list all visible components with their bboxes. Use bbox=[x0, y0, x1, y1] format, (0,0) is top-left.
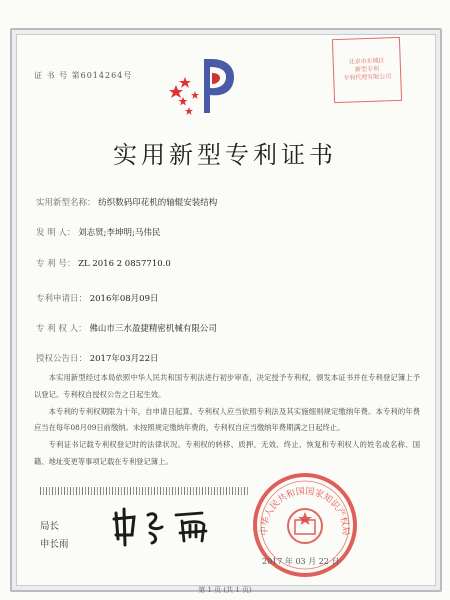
certificate-body-text bbox=[34, 370, 420, 471]
field-inventors: 发 明 人： 刘志贤;李坤明;马伟民 bbox=[36, 228, 161, 238]
paragraph-record: 专利证书记载专利权登记时的法律状况。专利权的转移、质押、无效、终止、恢复和专利权人的姓名或名称、国籍、地址变更等事项记载在专利登记簿上。 bbox=[34, 440, 420, 466]
field-patent-number: 专 利 号： ZL 2016 2 0857710.0 bbox=[36, 259, 171, 269]
issue-date: 2017 年 03 月 22 日 bbox=[262, 557, 340, 566]
field-grant-date: 授权公告日： 2017年03月22日 bbox=[36, 354, 159, 364]
paragraph-term: 本专利的专利权期限为十年，自申请日起算。专利权人应当依照专利法及其实施细则规定缴纳年费。本专利的年费应当在每年08月09日前缴纳。未按照规定缴纳年费的，专利权自应当缴纳年费期满之日起终止。 bbox=[34, 406, 420, 433]
page-number: 第 1 页 (共 1 页) bbox=[198, 586, 252, 594]
director-name-label: 申长雨 bbox=[40, 539, 69, 550]
field-utility-model-name: 实用新型名称： 纺织数码印花机的轴辊安装结构 bbox=[36, 198, 218, 208]
svg-text:中华人民共和国国家知识产权局 bbox=[258, 486, 352, 536]
field-patentee: 专 利 权 人： 佛山市三水盈捷精密机械有限公司 bbox=[36, 324, 217, 334]
director-label: 局长 bbox=[40, 521, 60, 532]
paragraph-grant: 本实用新型经过本局依照中华人民共和国专利法进行初步审查，决定授予专利权，颁发本证书并在专利登记簿上予以登记。专利权自授权公告之日起生效。 bbox=[34, 373, 420, 399]
director-signature bbox=[110, 505, 220, 551]
barcode-strip bbox=[40, 487, 250, 495]
certificate-number: 证 书 号 第6014264号 bbox=[34, 71, 133, 80]
sipo-logo-icon bbox=[168, 55, 240, 121]
field-application-date: 专利申请日： 2016年08月09日 bbox=[36, 294, 159, 304]
certificate-title: 实用新型专利证书 bbox=[113, 141, 337, 169]
round-seal-text: 中华人民共和国国家知识产权局 bbox=[259, 486, 351, 536]
agency-seal-stamp: 北京市东城区 新型专利 专利代理有限公司 bbox=[332, 37, 402, 103]
